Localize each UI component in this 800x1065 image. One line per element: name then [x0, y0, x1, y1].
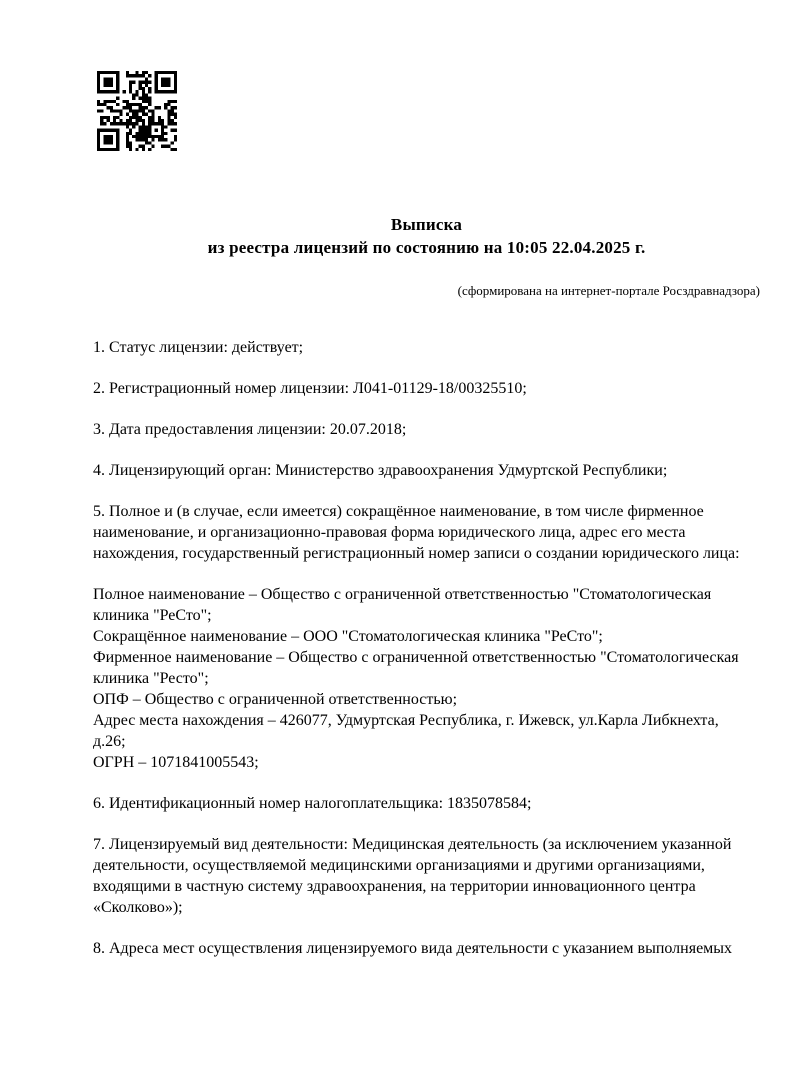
text-line: 4. Лицензирующий орган: Министерство здравоохранения Удмуртской Республики;: [93, 462, 668, 479]
text-line: наименование, и организационно-правовая форма юридического лица, адрес его места: [93, 524, 686, 541]
text-line: 8. Адреса мест осуществления лицензируемого вида деятельности с указанием выполняемых: [93, 940, 733, 957]
paragraph: [93, 460, 760, 481]
text-line: деятельности, осуществляемой медицинскими организациями и другими организациями,: [93, 857, 705, 874]
text-line: клиника "РеСто";: [93, 607, 212, 624]
text-line: Фирменное наименование – Общество с ограниченной ответственностью "Стоматологическая: [93, 649, 739, 666]
text-line: 3. Дата предоставления лицензии: 20.07.2018;: [93, 421, 407, 438]
text-line: входящими в частную систему здравоохранения, на территории инновационного центра: [93, 878, 696, 895]
paragraph: [93, 584, 760, 773]
text-line: 2. Регистрационный номер лицензии: Л041-01129-18/00325510;: [93, 380, 527, 397]
paragraph: [93, 834, 760, 918]
text-line: 5. Полное и (в случае, если имеется) сокращённое наименование, в том числе фирменное: [93, 503, 704, 520]
document-subtitle: (сформирована на интернет-портале Росздравнадзора): [457, 283, 760, 298]
text-line: Сокращённое наименование – ООО "Стоматологическая клиника "РеСто";: [93, 628, 603, 645]
text-line: д.26;: [93, 733, 126, 750]
document-title: [93, 213, 760, 259]
paragraph: [93, 793, 760, 814]
text-line: 6. Идентификационный номер налогоплательщика: 1835078584;: [93, 795, 532, 812]
text-line: ОПФ – Общество с ограниченной ответственностью;: [93, 691, 458, 708]
text-line: 7. Лицензируемый вид деятельности: Медицинская деятельность (за исключением указанной: [93, 836, 732, 853]
document-body: [93, 337, 760, 959]
paragraph: [93, 938, 760, 959]
text-line: Адрес места нахождения – 426077, Удмуртская Республика, г. Ижевск, ул.Карла Либкнехта,: [93, 712, 719, 729]
text-line: «Сколково»);: [93, 899, 183, 916]
text-line: клиника "Ресто";: [93, 670, 209, 687]
paragraph: [93, 337, 760, 358]
paragraph: [93, 419, 760, 440]
title-line-2: из реестра лицензий по состоянию на 10:05 22.04.2025 г.: [207, 238, 646, 257]
text-line: 1. Статус лицензии: действует;: [93, 339, 304, 356]
text-line: нахождения, государственный регистрационный номер записи о создании юридического лица:: [93, 545, 740, 562]
paragraph: [93, 378, 760, 399]
paragraph: [93, 501, 760, 564]
qr-code-icon: [97, 71, 177, 151]
text-line: ОГРН – 1071841005543;: [93, 754, 259, 771]
title-line-1: Выписка: [390, 215, 463, 234]
text-line: Полное наименование – Общество с ограниченной ответственностью "Стоматологическая: [93, 586, 712, 603]
